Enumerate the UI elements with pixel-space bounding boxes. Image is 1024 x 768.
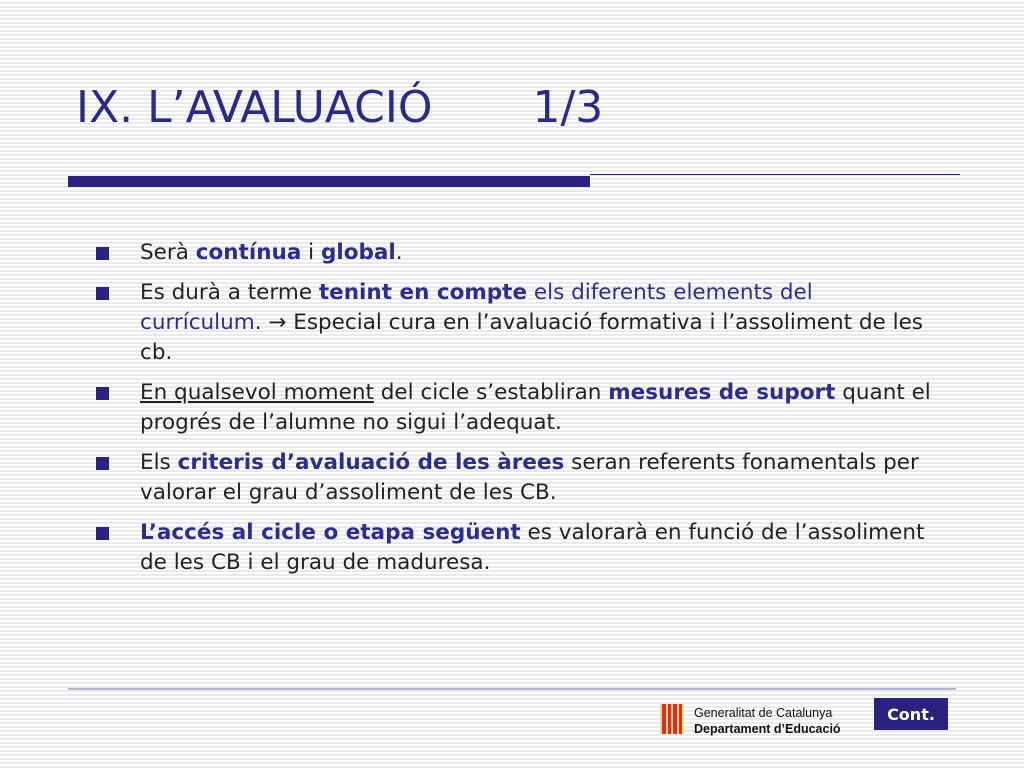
bullet-item: Serà contínua i global. xyxy=(92,238,932,268)
title-underline-thick xyxy=(68,176,590,187)
bullet-item: Els criteris d’avaluació de les àrees seran referents fonamentals per valorar el grau d’assoliment de les CB. xyxy=(92,448,932,508)
bullet-square-icon xyxy=(96,287,109,300)
slide-title xyxy=(76,82,603,133)
bullet-square-icon xyxy=(96,527,109,540)
keyword-global: global xyxy=(320,240,396,265)
arrow-right-icon: → xyxy=(268,310,287,335)
bullet-square-icon xyxy=(96,457,109,470)
bullet-list xyxy=(92,238,932,588)
keyword-mesures-de-suport: mesures de suport xyxy=(608,380,836,405)
underlined-qualsevol-moment: En qualsevol moment xyxy=(140,380,374,405)
keyword-continua: contínua xyxy=(195,240,302,265)
footer-org-name: Generalitat de Catalunya xyxy=(694,706,833,720)
continue-button[interactable]: Cont. xyxy=(874,698,948,730)
bullet-square-icon xyxy=(96,387,109,400)
bullet-item: Es durà a terme tenint en compte els diferents elements del currículum. → Especial cura en l’avaluació formativa i l’assoliment de les cb. xyxy=(92,278,932,368)
footer-org-block xyxy=(694,705,841,737)
keyword-criteris-avaluacio: criteris d’avaluació de les àrees xyxy=(177,450,565,475)
slide-page-number: 1/3 xyxy=(532,82,604,133)
bullet-item: En qualsevol moment del cicle s’establiran mesures de suport quant el progrés de l’alumne no sigui l’adequat. xyxy=(92,378,932,438)
keyword-tenint-en-compte: tenint en compte xyxy=(318,280,528,305)
title-underline-thin xyxy=(590,174,960,175)
footer-dept-name: Departament d’Educació xyxy=(694,722,841,736)
generalitat-logo-icon xyxy=(660,704,684,734)
slide-title-text: IX. L’AVALUACIÓ xyxy=(76,82,433,133)
bullet-square-icon xyxy=(96,247,109,260)
keyword-acces-cicle: L’accés al cicle o etapa següent xyxy=(140,520,521,545)
highlight-curriculum: els diferents elements del currículum xyxy=(140,280,813,335)
footer-divider xyxy=(68,688,956,690)
bullet-item: L’accés al cicle o etapa següent es valorarà en funció de l’assoliment de les CB i el grau de maduresa. xyxy=(92,518,932,578)
